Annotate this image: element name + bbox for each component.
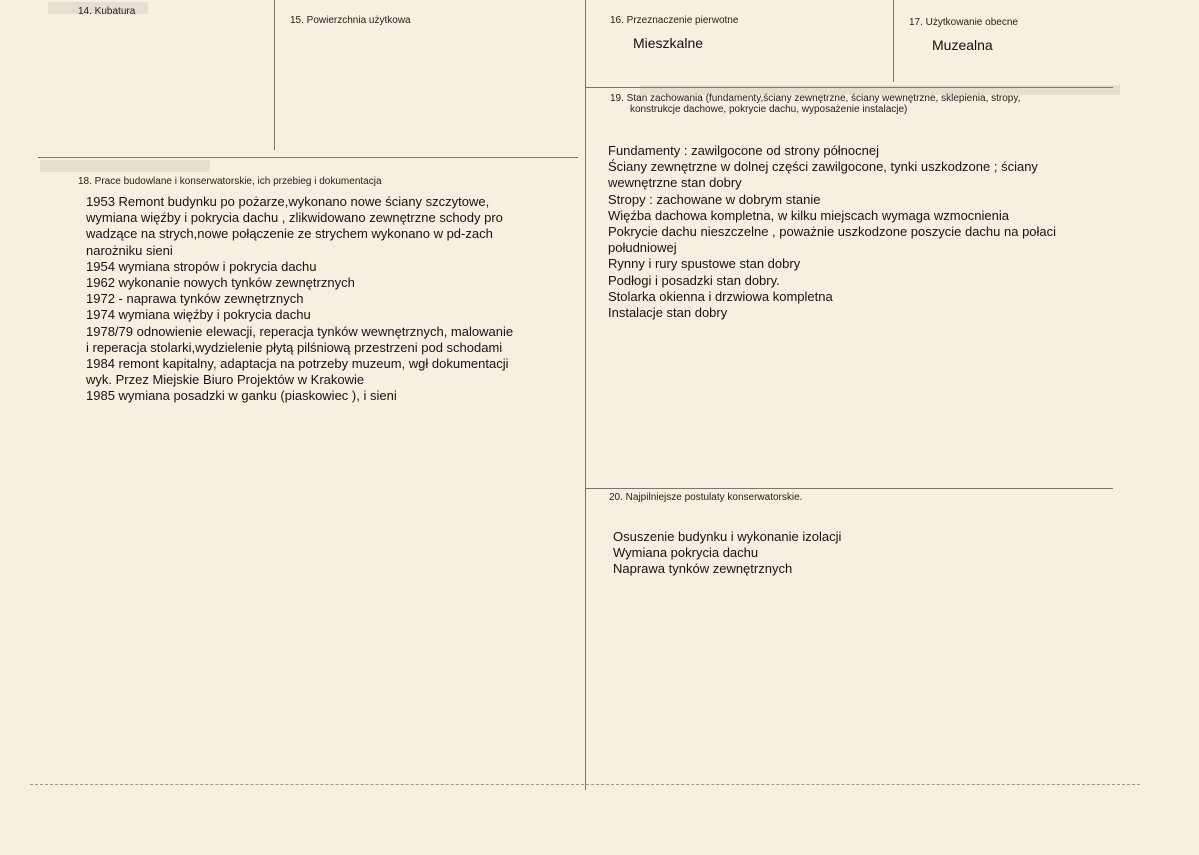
field-18-line: wymiana więźby i pokrycia dachu , zlikwidowano zewnętrzne schody pro (86, 210, 503, 226)
field-19-line: Ściany zewnętrzne w dolnej części zawilgocone, tynki uszkodzone ; ściany (608, 159, 1038, 175)
divider-center (585, 0, 586, 790)
field-19-content (608, 143, 1056, 321)
field-18-line: 1972 - naprawa tynków zewnętrznych (86, 291, 304, 307)
field-19-line: wewnętrzne stan dobry (608, 175, 742, 191)
field-20-line: Wymiana pokrycia dachu (613, 545, 759, 561)
divider-above-18 (38, 157, 578, 158)
field-19-line: Podłogi i posadzki stan dobry. (608, 272, 780, 288)
divider-under-16-17 (585, 87, 1113, 88)
field-15-label: 15. Powierzchnia użytkowa (290, 15, 411, 26)
scan-shade-mid-left (40, 160, 210, 172)
field-18-line: 1953 Remont budynku po pożarze,wykonano nowe ściany szczytowe, (86, 194, 490, 209)
field-18-line: wyk. Przez Miejskie Biuro Projektów w Krakowie (86, 372, 365, 388)
field-20-label: 20. Najpilniejsze postulaty konserwatorskie. (609, 492, 803, 503)
field-19-line: Pokrycie dachu nieszczelne , poważnie uszkodzone poszycie dachu na połaci (608, 224, 1057, 240)
field-18-line: narożniku sieni (86, 242, 173, 258)
field-18-line: 1962 wykonanie nowych tynków zewnętrznych (86, 275, 355, 291)
field-18-label: 18. Prace budowlane i konserwatorskie, ich przebieg i dokumentacja (78, 176, 382, 187)
field-19-label-line-2: konstrukcje dachowe, pokrycie dachu, wyposażenie instalacje) (630, 104, 908, 115)
field-20-line: Osuszenie budynku i wykonanie izolacji (613, 529, 842, 544)
field-19-line: Więźba dachowa kompletna, w kilku miejscach wymaga wzmocnienia (608, 207, 1010, 223)
field-18-line: 1984 remont kapitalny, adaptacja na potrzeby muzeum, wgł dokumentacji (86, 356, 509, 372)
field-20-line: Naprawa tynków zewnętrznych (613, 561, 793, 577)
bottom-dotted-line (30, 784, 1140, 785)
field-19-label (610, 93, 1020, 115)
field-18-line: i reperacja stolarki,wydzielenie płytą pilśniową przestrzeni pod schodami (86, 339, 503, 355)
field-19-line: Instalacje stan dobry (608, 305, 728, 321)
field-17-value: Muzealna (932, 37, 993, 53)
field-14-label: 14. Kubatura (78, 6, 136, 17)
field-19-line: Rynny i rury spustowe stan dobry (608, 256, 801, 272)
divider-16-17 (893, 0, 894, 82)
field-17-label: 17. Użytkowanie obecne (909, 17, 1018, 28)
field-18-line: 1974 wymiana więźby i pokrycia dachu (86, 307, 311, 323)
field-19-line: Stolarka okienna i drzwiowa kompletna (608, 288, 833, 304)
field-20-content (613, 529, 841, 578)
field-18-line: 1954 wymiana stropów i pokrycia dachu (86, 258, 317, 274)
field-19-line: Fundamenty : zawilgocone od strony północnej (608, 143, 879, 158)
field-19-line: południowej (608, 240, 677, 256)
field-18-line: 1978/79 odnowienie elewacji, reperacja tynków wewnętrznych, malowanie (86, 323, 514, 339)
field-19-line: Stropy : zachowane w dobrym stanie (608, 191, 821, 207)
divider-above-20 (585, 488, 1113, 489)
field-18-line: 1985 wymiana posadzki w ganku (piaskowiec ), i sieni (86, 388, 397, 404)
field-16-label: 16. Przeznaczenie pierwotne (610, 15, 739, 26)
field-16-value: Mieszkalne (633, 35, 704, 51)
field-19-label-line-1: 19. Stan zachowania (fundamenty,ściany zewnętrzne, ściany wewnętrzne, sklepienia, stropy, (610, 93, 1021, 104)
field-18-line: wadzące na strych,nowe połączenie ze strychem wykonano w pd-zach (86, 226, 493, 242)
field-18-content (86, 194, 513, 405)
divider-14-15 (274, 0, 275, 150)
